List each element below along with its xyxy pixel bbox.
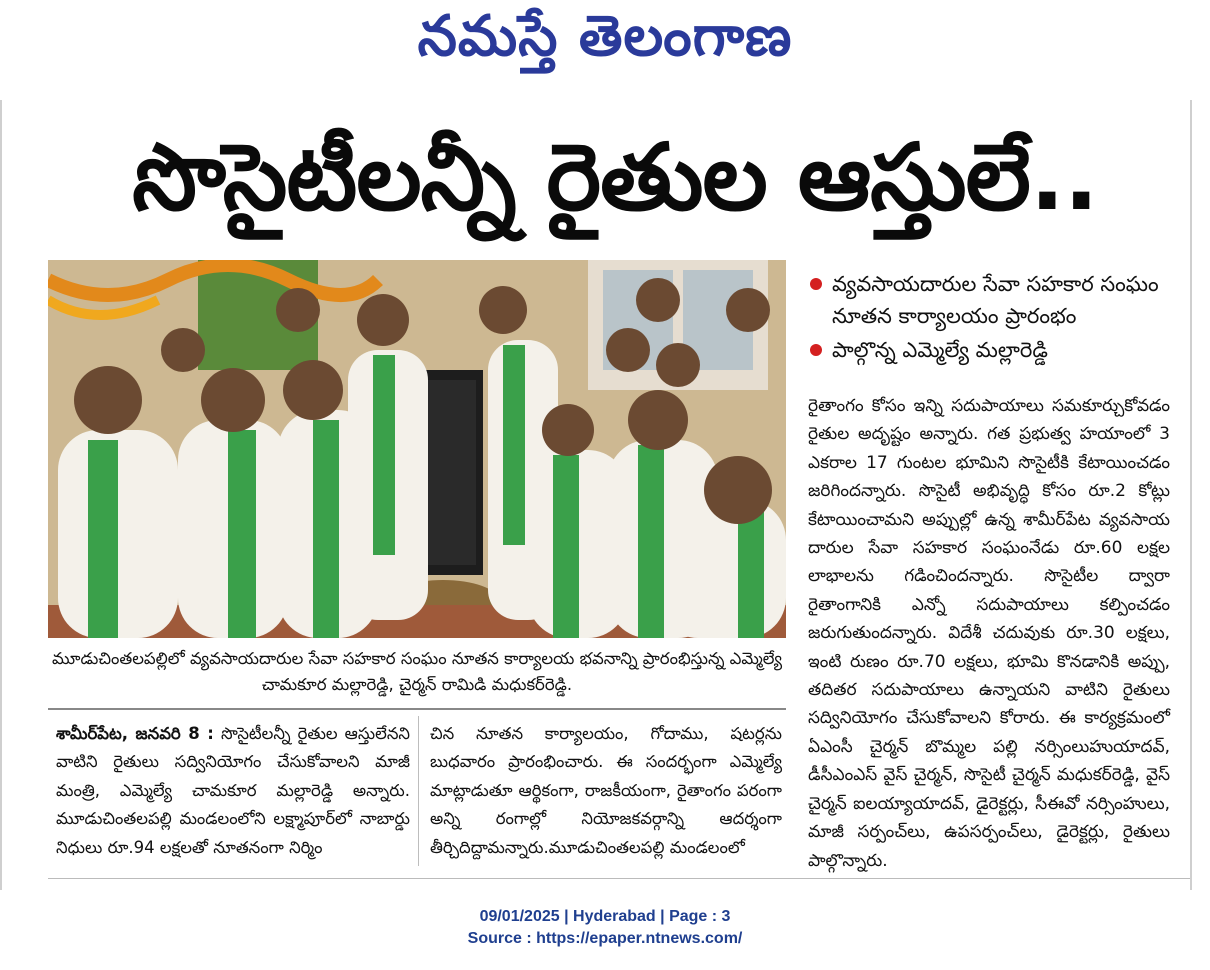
highlight-item bbox=[808, 334, 1190, 366]
highlight-item bbox=[808, 268, 1190, 332]
bullet-dot bbox=[810, 278, 822, 290]
article-column-1-text: సొసైటీలన్నీ రైతుల ఆస్తులేనని వాటిని రైతులు సద్వినియోగం చేసుకోవాలని మాజీ మంత్రి, ఎమ్మెల్యే చామకూర మల్లారెడ్డి అన్నారు. మూడుచింతలపల్లి మండలంలోని లక్ష్మాపూర్‌లో నాబార్డు నిధులు రూ.94 లక్షలతో నూతనంగా నిర్మిం bbox=[56, 724, 410, 857]
article-column-3: రైతాంగం కోసం ఇన్ని సదుపాయాలు సమకూర్చుకోవడం రైతుల అదృష్టం అన్నారు. గత ప్రభుత్వ హయాంలో 3 ఎకరాల 17 గుంటల భూమిని సొసైటీకి కేటాయించడం జరిగిందన్నారు. సొసైటీ అభివృద్ధి కోసం రూ.2 కోట్లు కేటాయించామని అప్పుల్లో ఉన్న శామీర్‌పేట వ్యవసాయ దారుల సేవా సహకార సంఘంనేడు రూ.60 లక్షల లాభాలను గడించిందన్నారు. సొసైటీల ద్వారా రైతాంగానికి ఎన్నో సదుపాయాలు కల్పించడం జరుగుతుందన్నారు. విదేశీ చదువుకు రూ.30 లక్షలు, ఇంటి రుణం రూ.70 లక్షలు, భూమి కొనడానికి అప్పు, తదితర సదుపాయాలు ఉన్నాయని వాటిని రైతులు సద్వినియోగం చేసుకోవాలని కోరారు. ఈ కార్యక్రమంలో ఏఎంసీ చైర్మన్ బొమ్మల పల్లి నర్సింలుహుయాదవ్, డీసీఎంఎస్ వైస్ చైర్మన్, సొసైటీ చైర్మన్ మధుకర్‌రెడ్డి, వైస్ చైర్మన్ ఐలయ్యాయాదవ్, డైరెక్టర్లు, సీఈవో నర్సింహులు, మాజీ సర్పంచ్‌లు, ఉపసర్పంచ్‌లు, డైరెక్టర్లు, రైతులు పాల్గొన్నారు. bbox=[808, 396, 1170, 871]
footer bbox=[0, 906, 1210, 950]
footer-date-page: 09/01/2025 | Hyderabad | Page : 3 bbox=[479, 908, 731, 925]
masthead-logo: నమస్తే తెలంగాణ bbox=[417, 4, 793, 69]
headline: సొసైటీలన్నీ రైతుల ఆస్తులే.. bbox=[132, 124, 1098, 231]
article-column-2: చిన నూతన కార్యాలయం, గోదాము, షటర్లను బుధవారం ప్రారంభించారు. ఈ సందర్భంగా ఎమ్మెల్యే మాట్లాడుతూ ఆర్థికంగా, రాజకీయంగా, రైతాంగం పరంగా అన్ని రంగాల్లో నియోజకవర్గాన్ని ఆదర్శంగా తీర్చిదిద్దామన్నారు.మూడుచింతలపల్లి మండలంలో bbox=[430, 724, 782, 857]
dateline: శామీర్‌పేట, జనవరి 8 : bbox=[56, 724, 214, 743]
highlight-text: వ్యవసాయదారుల సేవా సహకార సంఘం నూతన కార్యాలయం ప్రారంభం bbox=[832, 272, 1159, 328]
bullet-dot bbox=[810, 344, 822, 356]
article-column-1 bbox=[56, 720, 410, 862]
footer-source: Source : https://epaper.ntnews.com/ bbox=[467, 930, 743, 947]
column-separator bbox=[418, 716, 419, 866]
photo-caption: మూడుచింతలపల్లిలో వ్యవసాయదారుల సేవా సహకార సంఘం నూతన కార్యాలయ భవనాన్ని ప్రారంభిస్తున్న ఎమ్మెల్యే చామకూర మల్లారెడ్డి, చైర్మన్ రామిడి మధుకర్‌రెడ్డి. bbox=[51, 649, 783, 694]
highlights-box bbox=[808, 268, 1190, 368]
clip-bottom-border bbox=[48, 878, 1190, 879]
caption-divider bbox=[48, 708, 786, 710]
clip-border-left bbox=[0, 100, 2, 890]
highlight-text: పాల్గొన్న ఎమ్మెల్యే మల్లారెడ్డి bbox=[832, 338, 1048, 362]
news-photo bbox=[48, 260, 786, 638]
clip-border-right bbox=[1190, 100, 1192, 890]
